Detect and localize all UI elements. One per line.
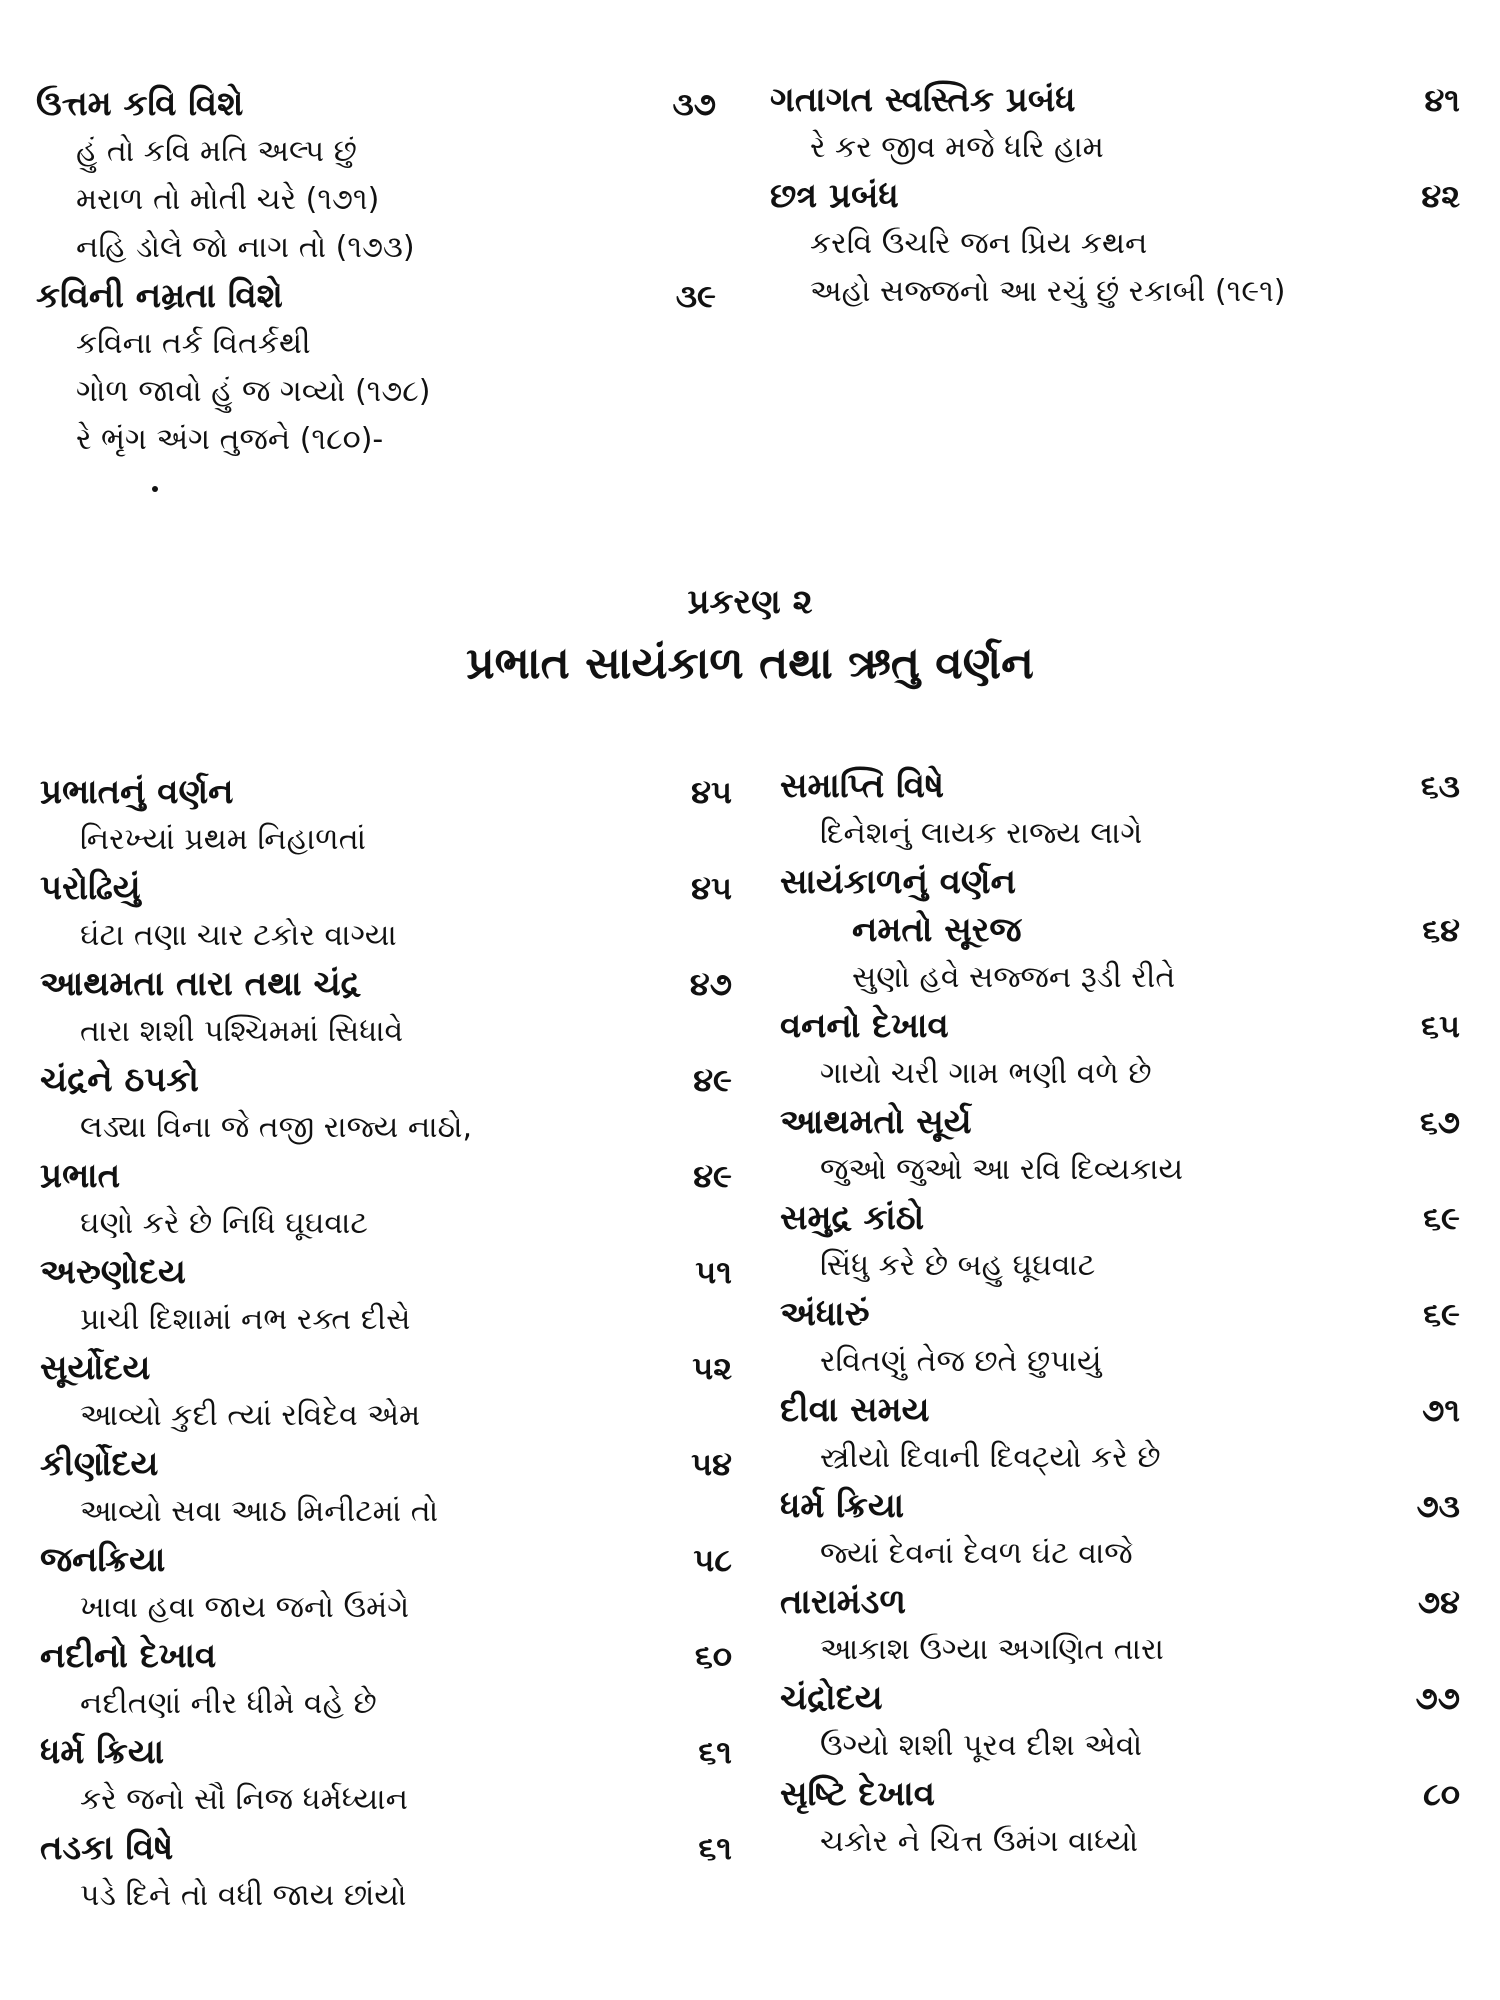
toc-entry — [36, 272, 716, 464]
entry-subline: નહિ ડોલે જો નાગ તો (૧૭૩) — [76, 230, 415, 265]
entry-page-number: ૮૦ — [1423, 1775, 1460, 1813]
entry-subline: આકાશ ઉગ્યા અગણિત તારા — [820, 1632, 1164, 1667]
toc-entry — [40, 768, 732, 864]
entry-page-number: ૬૦ — [694, 1637, 732, 1675]
entry-subline: આવ્યો સવા આઠ મિનીટમાં તો — [80, 1494, 439, 1529]
entry-page-number: ૪૭ — [689, 965, 732, 1003]
entry-title: ચંદ્રોદય — [780, 1678, 883, 1718]
toc-entry — [780, 1002, 1460, 1098]
toc-entry — [40, 864, 732, 960]
entry-title: અરુણોદય — [40, 1252, 186, 1292]
entry-page-number: ૬૯ — [1423, 1199, 1460, 1237]
entry-title: કીર્ણોદય — [40, 1444, 159, 1484]
entry-subline: ગાયો ચરી ગામ ભણી વળે છે — [820, 1056, 1152, 1091]
entry-title: નમતો સૂરજ — [852, 910, 1022, 950]
entry-page-number: ૪૯ — [693, 1061, 732, 1099]
entry-title: પ્રભાતનું વર્ણન — [40, 772, 234, 812]
entry-title: નદીનો દેખાવ — [40, 1636, 217, 1676]
entry-subline: સ્ત્રીયો દિવાની દિવટ્યો કરે છે — [820, 1440, 1161, 1475]
entry-page-number: ૪૫ — [691, 869, 732, 907]
entry-subline: હું તો કવિ મતિ અલ્પ છું — [76, 134, 357, 169]
toc-entry — [40, 1536, 732, 1632]
entry-title: સમુદ્ર કાંઠો — [780, 1198, 925, 1238]
entry-page-number: ૫૧ — [695, 1253, 732, 1291]
entry-page-number: ૩૭ — [672, 85, 716, 123]
entry-title: સમાપ્તિ વિષે — [780, 766, 944, 806]
entry-page-number: ૬૧ — [698, 1733, 732, 1771]
entry-title: ઉત્તમ કવિ વિશે — [36, 84, 244, 124]
entry-page-number: ૪૫ — [691, 773, 732, 811]
entry-title: તારામંડળ — [780, 1582, 906, 1622]
entry-page-number: ૪૯ — [693, 1157, 732, 1195]
toc-entry — [780, 1386, 1460, 1482]
entry-page-number: ૬૭ — [1419, 1103, 1460, 1141]
entry-subline: અહો સજ્જનો આ રચું છું રકાબી (૧૯૧) — [810, 274, 1286, 309]
entry-subline: ઉગ્યો શશી પૂરવ દીશ એવો — [820, 1728, 1143, 1763]
toc-top-left-column — [36, 80, 716, 464]
toc-entry — [780, 1674, 1460, 1770]
entry-title: ગતાગત સ્વસ્તિક પ્રબંધ — [770, 80, 1076, 120]
entry-title: પરોઢિયું — [40, 868, 141, 908]
entry-title: જનક્રિયા — [40, 1540, 166, 1580]
toc-bottom-right-column — [780, 762, 1460, 1866]
chapter-label: પ્રકરણ ૨ — [687, 582, 813, 622]
toc-bottom-left-column — [40, 768, 732, 1920]
entry-page-number: ૪૨ — [1421, 177, 1460, 215]
entry-title: તડકા વિષે — [40, 1828, 174, 1868]
entry-subline: સુણો હવે સજ્જન રૂડી રીતે — [852, 960, 1176, 995]
entry-page-number: ૬૩ — [1420, 767, 1460, 805]
entry-page-number: ૭૪ — [1417, 1583, 1460, 1621]
entry-title: સાયંકાળનું વર્ણન — [780, 862, 1016, 902]
entry-subline: દિનેશનું લાયક રાજ્ય લાગે — [820, 816, 1143, 851]
toc-entry — [40, 1056, 732, 1152]
entry-subline: જ્યાં દેવનાં દેવળ ઘંટ વાજે — [820, 1536, 1133, 1571]
entry-page-number: ૬૧ — [698, 1829, 732, 1867]
entry-page-number: ૪૧ — [1424, 81, 1460, 119]
entry-title: પ્રભાત — [40, 1156, 121, 1196]
entry-subline: ગોળ જાવો હું જ ગવ્યો (૧૭૮) — [76, 374, 431, 409]
entry-title: ચંદ્રને ઠપકો — [40, 1060, 199, 1100]
entry-subline: નિરખ્યાં પ્રથમ નિહાળતાં — [80, 822, 366, 857]
entry-subline: કરવિ ઉચરિ જન પ્રિય કથન — [810, 226, 1148, 261]
toc-entry — [40, 1152, 732, 1248]
entry-title: કવિની નમ્રતા વિશે — [36, 276, 283, 316]
entry-title: વનનો દેખાવ — [780, 1006, 949, 1046]
toc-entry — [780, 762, 1460, 858]
toc-entry — [40, 960, 732, 1056]
entry-page-number: ૫૨ — [692, 1349, 732, 1387]
toc-entry — [770, 172, 1460, 316]
entry-page-number: ૭૩ — [1416, 1487, 1460, 1525]
chapter-heading — [0, 580, 1500, 696]
entry-page-number: ૭૭ — [1415, 1679, 1460, 1717]
entry-subline: કવિના તર્ક વિતર્કથી — [76, 326, 311, 361]
entry-subline: ખાવા હવા જાય જનો ઉમંગે — [80, 1590, 410, 1625]
entry-subline: આવ્યો કુદી ત્યાં રવિદેવ એમ — [80, 1398, 421, 1433]
chapter-title: પ્રભાત સાયંકાળ તથા ઋતુ વર્ણન — [466, 638, 1034, 689]
entry-page-number: ૩૯ — [675, 277, 716, 315]
entry-subline: સિંધુ કરે છે બહુ ઘૂઘવાટ — [820, 1248, 1096, 1283]
entry-subline: કરે જનો સૌ નિજ ધર્મધ્યાન — [80, 1782, 408, 1817]
entry-page-number: ૬૪ — [1422, 911, 1460, 949]
entry-subline: જુઓ જુઓ આ રવિ દિવ્યકાય — [820, 1152, 1184, 1187]
entry-subline: તારા શશી પશ્ચિમમાં સિધાવે — [80, 1014, 404, 1049]
entry-subline: મરાળ તો મોતી ચરે (૧૭૧) — [76, 182, 380, 217]
entry-title: આથમતો સૂર્ય — [780, 1102, 972, 1142]
toc-entry — [780, 858, 1460, 906]
toc-entry — [40, 1824, 732, 1920]
toc-entry — [40, 1344, 732, 1440]
entry-subline: ચકોર ને ચિત્ત ઉમંગ વાધ્યો — [820, 1824, 1139, 1859]
toc-entry — [780, 1098, 1460, 1194]
toc-entry — [780, 1194, 1460, 1290]
entry-page-number: ૫૪ — [691, 1445, 732, 1483]
entry-title: સૃષ્ટિ દેખાવ — [780, 1774, 935, 1814]
entry-subline: રે ભૃંગ અંગ તુજને (૧૮૦)- — [76, 422, 384, 457]
toc-entry — [40, 1440, 732, 1536]
entry-subline: રવિતણું તેજ છતે છુપાયું — [820, 1344, 1102, 1379]
entry-subline: ઘંટા તણા ચાર ટકોર વાગ્યા — [80, 918, 397, 953]
entry-subline: પ્રાચી દિશામાં નભ રક્ત દીસે — [80, 1302, 411, 1337]
toc-entry — [780, 1482, 1460, 1578]
entry-title: ધર્મ ક્રિયા — [40, 1732, 165, 1772]
toc-entry — [770, 76, 1460, 172]
entry-subline: નદીતણાં નીર ધીમે વહે છે — [80, 1686, 377, 1721]
stray-dot — [152, 486, 158, 492]
entry-page-number: ૫૮ — [693, 1541, 732, 1579]
toc-entry — [780, 1578, 1460, 1674]
entry-page-number: ૬૯ — [1423, 1295, 1460, 1333]
entry-page-number: ૬૫ — [1421, 1007, 1460, 1045]
entry-title: સૂર્યોદય — [40, 1348, 151, 1388]
toc-entry — [780, 906, 1460, 1002]
entry-page-number: ૭૧ — [1422, 1391, 1460, 1429]
entry-subline: ઘણો કરે છે નિધિ ઘૂઘવાટ — [80, 1206, 368, 1241]
entry-subline: પડે દિને તો વધી જાય છાંયો — [80, 1878, 407, 1913]
entry-title: છત્ર પ્રબંધ — [770, 176, 899, 216]
entry-subline: રે કર જીવ મજે ધરિ હામ — [810, 130, 1104, 165]
entry-title: દીવા સમય — [780, 1390, 930, 1430]
toc-entry — [36, 80, 716, 272]
toc-entry — [40, 1248, 732, 1344]
toc-entry — [780, 1770, 1460, 1866]
entry-subline: લડ્યા વિના જે તજી રાજ્ય નાઠો, — [80, 1110, 473, 1145]
toc-top-right-column — [770, 76, 1460, 316]
toc-entry — [780, 1290, 1460, 1386]
entry-title: ધર્મ ક્રિયા — [780, 1486, 905, 1526]
entry-title: અંધારું — [780, 1294, 870, 1334]
entry-title: આથમતા તારા તથા ચંદ્ર — [40, 964, 361, 1004]
toc-entry — [40, 1728, 732, 1824]
toc-entry — [40, 1632, 732, 1728]
